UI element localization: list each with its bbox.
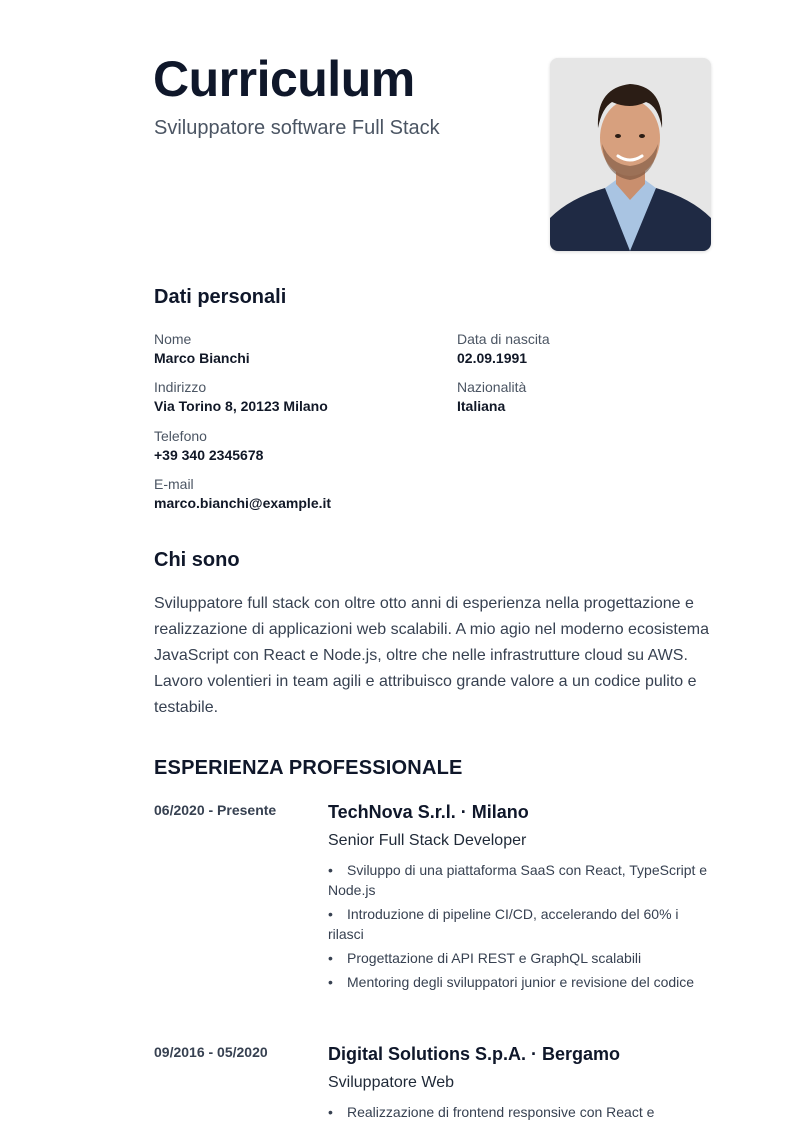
list-item: • Realizzazione di frontend responsive con React e	[328, 1104, 655, 1120]
nationality-field	[457, 378, 526, 416]
email-value: marco.bianchi@example.it	[154, 495, 332, 511]
nationality-label: Nazionalità	[457, 379, 527, 395]
job-body	[328, 802, 714, 996]
job-company: Digital Solutions S.p.A. · Bergamo	[328, 1044, 621, 1064]
portrait-image	[550, 58, 711, 251]
job-company: TechNova S.r.l. · Milano	[328, 802, 529, 822]
personal-data-heading: Dati personali	[154, 286, 287, 308]
birth-label: Data di nascita	[457, 331, 550, 347]
list-item: • Progettazione di API REST e GraphQL scalabili	[328, 950, 642, 966]
phone-value: +39 340 2345678	[154, 447, 264, 463]
nationality-value: Italiana	[457, 398, 506, 414]
list-item: • Introduzione di pipeline CI/CD, accelerando del 60% i rilasci	[328, 906, 679, 942]
profile-photo	[550, 58, 711, 251]
job-bullets	[328, 860, 714, 992]
job-dates: 06/2020 - Presente	[154, 802, 277, 818]
about-heading: Chi sono	[154, 549, 240, 571]
phone-field	[154, 427, 263, 465]
address-field	[154, 378, 328, 416]
page-title: Curriculum	[153, 51, 415, 107]
birth-field	[457, 330, 550, 368]
job-dates: 09/2016 - 05/2020	[154, 1044, 268, 1060]
experience-heading: ESPERIENZA PROFESSIONALE	[154, 757, 463, 779]
job-bullets	[328, 1102, 714, 1122]
page-subtitle: Sviluppatore software Full Stack	[154, 117, 440, 139]
job-role: Sviluppatore Web	[328, 1074, 454, 1091]
email-field	[154, 475, 331, 513]
list-item: • Mentoring degli sviluppatori junior e revisione del codice	[328, 974, 695, 990]
email-label: E-mail	[154, 476, 194, 492]
name-label: Nome	[154, 331, 192, 347]
name-field	[154, 330, 250, 368]
about-text: Sviluppatore full stack con oltre otto anni di esperienza nella progettazione e realizzazione di applicazioni web scalabili. A mio agio nel moderno ecosistema JavaScript con React e Node.js, oltre che nelle infrastrutture cloud su AWS. Lavoro volentieri in team agili e attribuisco grande valore a un codice pulito e testabile.	[154, 595, 709, 716]
list-item: • Sviluppo di una piattaforma SaaS con React, TypeScript e Node.js	[328, 862, 708, 898]
name-value: Marco Bianchi	[154, 350, 250, 366]
job-body	[328, 1044, 714, 1126]
address-value: Via Torino 8, 20123 Milano	[154, 398, 328, 414]
phone-label: Telefono	[154, 428, 207, 444]
address-label: Indirizzo	[154, 379, 207, 395]
birth-value: 02.09.1991	[457, 350, 528, 366]
job-role: Senior Full Stack Developer	[328, 832, 527, 849]
